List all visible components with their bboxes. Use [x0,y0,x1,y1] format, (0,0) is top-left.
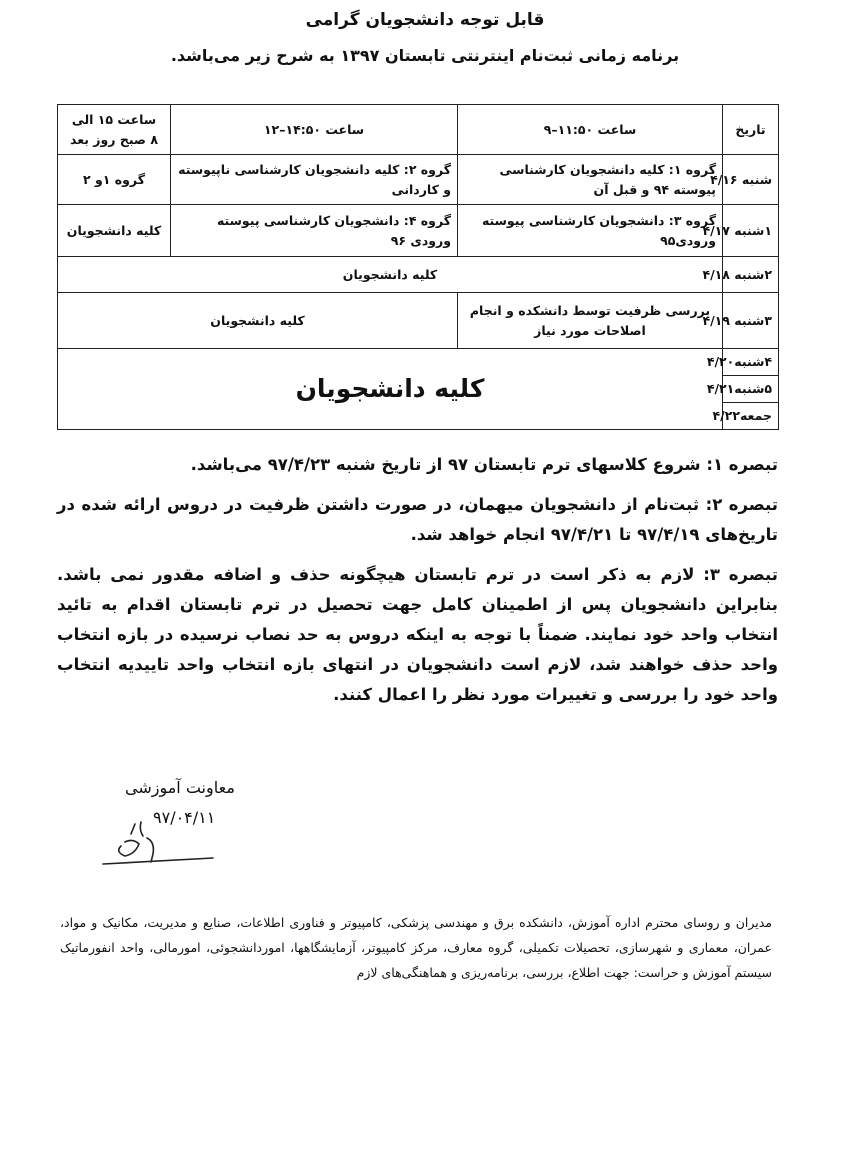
signature-scribble-icon [95,812,220,872]
header-slot3 [58,105,171,155]
schedule-table [57,104,779,430]
row-slot1: گروه ۱: کلیه دانشجویان کارشناسی پیوسته ۹۴ و قبل آن [458,155,723,205]
header-date: تاریخ [723,105,779,155]
signatory-title: معاونت آموزشی [125,778,235,797]
row-date: ۳شنبه ۴/۱۹ [723,293,779,349]
table-row [58,257,779,293]
note-3: تبصره ۳: لازم به ذکر است در ترم تابستان هیچگونه حذف و اضافه مقدور نمی باشد. بنابراین دانشجویان پس از اطمینان کامل جهت تحصیل در ترم تابستان اقدام به تائید انتخاب واحد خود نمایند. ضمناً با توجه به اینکه دروس به حد نصاب نرسیده در بازه انتخاب واحد حذف خواهند شد، لازم است دانشجویان در انتهای بازه انتخاب واحد تاییدیه انتخاب واحد خود را بررسی و تغییرات مورد نظر را اعمال کنند. [57,565,778,704]
table-row [58,349,779,376]
row-slot3: کلیه دانشجویان [58,205,171,257]
table-header-row [58,105,779,155]
table-row [58,205,779,257]
notes-section [57,450,778,720]
row-date: ۲شنبه ۴/۱۸ [723,257,779,293]
row-all-students: کلیه دانشجویان [58,257,723,293]
page-title: قابل توجه دانشجویان گرامی [305,10,545,30]
signature-date: ۹۷/۰۴/۱۱ [153,808,216,827]
row-rest: کلیه دانشجویان [58,293,458,349]
row-slot2: گروه ۲: کلیه دانشجویان کارشناسی ناپیوسته و کاردانی [171,155,458,205]
row-date: ۴شنبه۴/۲۰ [723,349,779,376]
note-2: تبصره ۲: ثبت‌نام از دانشجویان میهمان، در صورت داشتن ظرفیت در دروس ارائه شده در تاریخ‌های ۹۷/۴/۱۹ تا ۹۷/۴/۲۱ انجام خواهد شد. [57,495,778,544]
row-date: ۱شنبه ۴/۱۷ [723,205,779,257]
row-slot2: گروه ۴: دانشجویان کارشناسی پیوسته ورودی ۹۶ [171,205,458,257]
merged-all-students: کلیه دانشجویان [58,349,723,430]
row-date: ۵شنبه۴/۲۱ [723,376,779,403]
row-slot1: بررسی ظرفیت توسط دانشکده و انجام اصلاحات مورد نیاز [458,293,723,349]
header-slot3-line1: ساعت ۱۵ الی [71,111,157,127]
table-row [58,293,779,349]
note-1: تبصره ۱: شروع کلاسهای ترم تابستان ۹۷ از تاریخ شنبه ۹۷/۴/۲۳ می‌باشد. [190,455,778,474]
header-slot3-line2: ۸ صبح روز بعد [69,131,159,147]
row-slot3: گروه ۱و ۲ [58,155,171,205]
page-subtitle: برنامه زمانی ثبت‌نام اینترنتی تابستان ۱۳۹۷ به شرح زیر می‌باشد. [170,46,680,65]
row-slot1: گروه ۳: دانشجویان کارشناسی پیوسته ورودی۹۵ [458,205,723,257]
row-date: جمعه۴/۲۲ [723,403,779,430]
row-date: شنبه ۴/۱۶ [723,155,779,205]
header-slot1: ساعت ۱۱:۵۰–۹ [458,105,723,155]
table-row [58,155,779,205]
header-slot2: ساعت ۱۴:۵۰–۱۲ [171,105,458,155]
footer-recipients: مدیران و روسای محترم اداره آموزش، دانشکده برق و مهندسی پزشکی، کامپیوتر و فناوری اطلاعات، صنایع و مدیریت، مکانیک و مواد، عمران، معماری و شهرسازی، تحصیلات تکمیلی، گروه معارف، مرکز کامپیوتر، آزمایشگاهها، اموردانشجوئی، امورمالی، واحد انفورماتیک سیستم آموزش و حراست: جهت اطلاع، بررسی، برنامه‌ریزی و هماهنگی‌های لازم [60,915,772,980]
